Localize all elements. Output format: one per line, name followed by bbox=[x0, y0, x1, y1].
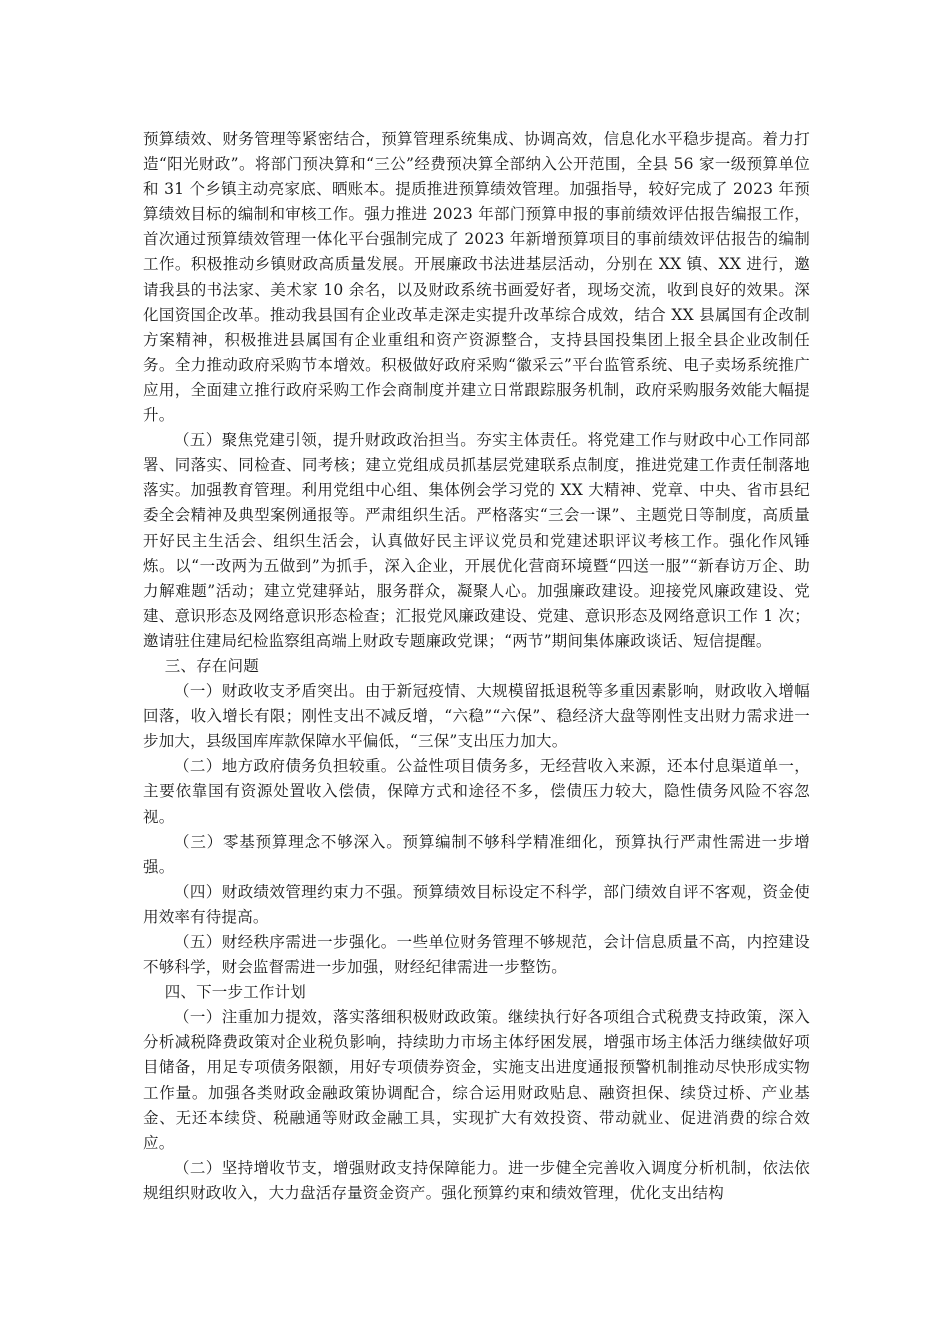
paragraph-problem-3: （三）零基预算理念不够深入。预算编制不够科学精准细化，预算执行严肃性需进一步增强。 bbox=[143, 832, 810, 876]
section-heading-existing-problems: 三、存在问题 bbox=[164, 656, 259, 675]
document-body bbox=[143, 127, 810, 1206]
paragraph-problem-4: （四）财政绩效管理约束力不强。预算绩效目标设定不科学，部门绩效自评不客观，资金使用效率有待提高。 bbox=[143, 882, 810, 926]
paragraph-budget-management: 预算绩效、财务管理等紧密结合，预算管理系统集成、协调高效，信息化水平稳步提高。着力打造“阳光财政”。将部门预决算和“三公”经费预决算全部纳入公开范围，全县 56 家一级预算单位和 31 个乡镇主动亮家底、晒账本。提质推进预算绩效管理。加强指导，较好完成了 2023 年预算绩效目标的编制和审核工作。强力推进 2023 年部门预算申报的事前绩效评估报告编报工作，首次通过预算绩效管理一体化平台强制完成了 2023 年新增预算项目的事前绩效评估报告的编制工作。积极推动乡镇财政高质量发展。开展廉政书法进基层活动，分别在 XX 镇、XX 进行，邀请我县的书法家、美术家 10 余名，以及财政系统书画爱好者，现场交流，收到良好的效果。深化国资国企改革。推动我县国有企业改革走深走实提升改革综合成效，结合 XX 县属国有企改制方案精神，积极推进县属国有企业重组和资产资源整合，支持县国投集团上报全县企业改制任务。全力推动政府采购节本增效。积极做好政府采购“徽采云”平台监管系统、电子卖场系统推广应用，全面建立推行政府采购工作会商制度并建立日常跟踪服务机制，政府采购服务效能大幅提升。 bbox=[143, 130, 810, 425]
section-heading-next-plan: 四、下一步工作计划 bbox=[164, 983, 306, 1002]
paragraph-problem-2: （二）地方政府债务负担较重。公益性项目债务多，无经营收入来源，还本付息渠道单一，主要依靠国有资源处置收入偿债，保障方式和途径不多，偿债压力较大，隐性债务风险不容忽视。 bbox=[143, 757, 810, 826]
paragraph-plan-2: （二）坚持增收节支，增强财政支持保障能力。进一步健全完善收入调度分析机制，依法依规组织财政收入，大力盘活存量资金资产。强化预算约束和绩效管理，优化支出结构 bbox=[143, 1158, 810, 1202]
paragraph-problem-1: （一）财政收支矛盾突出。由于新冠疫情、大规模留抵退税等多重因素影响，财政收入增幅回落，收入增长有限；刚性支出不减反增，“六稳”“六保”、稳经济大盘等刚性支出财力需求进一步加大，县级国库库款保障水平偏低，“三保”支出压力加大。 bbox=[143, 682, 810, 751]
paragraph-problem-5: （五）财经秩序需进一步强化。一些单位财务管理不够规范，会计信息质量不高，内控建设不够科学，财会监督需进一步加强，财经纪律需进一步整饬。 bbox=[143, 933, 810, 977]
paragraph-party-building: （五）聚焦党建引领，提升财政政治担当。夯实主体责任。将党建工作与财政中心工作同部署、同落实、同检查、同考核；建立党组成员抓基层党建联系点制度，推进党建工作责任制落地落实。加强教育管理。利用党组中心组、集体例会学习党的 XX 大精神、党章、中央、省市县纪委全会精神及典型案例通报等。严肃组织生活。严格落实“三会一课”、主题党日等制度，高质量开好民主生活会、组织生活会，认真做好民主评议党员和党建述职评议考核工作。强化作风锤炼。以“一改两为五做到”为抓手，深入企业，开展优化营商环境暨“四送一服”“新春访万企、助力解难题”活动；建立党建驿站，服务群众，凝聚人心。加强廉政建设。迎接党风廉政建设、党建、意识形态及网络意识形态检查；汇报党风廉政建设、党建、意识形态及网络意识工作 1 次；邀请驻住建局纪检监察组高端上财政专题廉政党课；“两节”期间集体廉政谈话、短信提醒。 bbox=[143, 431, 810, 650]
paragraph-plan-1: （一）注重加力提效，落实落细积极财政政策。继续执行好各项组合式税费支持政策，深入分析减税降费政策对企业税负影响，持续助力市场主体纾困发展，增强市场主体活力继续做好项目储备，用足专项债务限额，用好专项债券资金，实施支出进度通报预警机制推动尽快形成实物工作量。加强各类财政金融政策协调配合，综合运用财政贴息、融资担保、续贷过桥、产业基金、无还本续贷、税融通等财政金融工具，实现扩大有效投资、带动就业、促进消费的综合效应。 bbox=[143, 1008, 810, 1152]
